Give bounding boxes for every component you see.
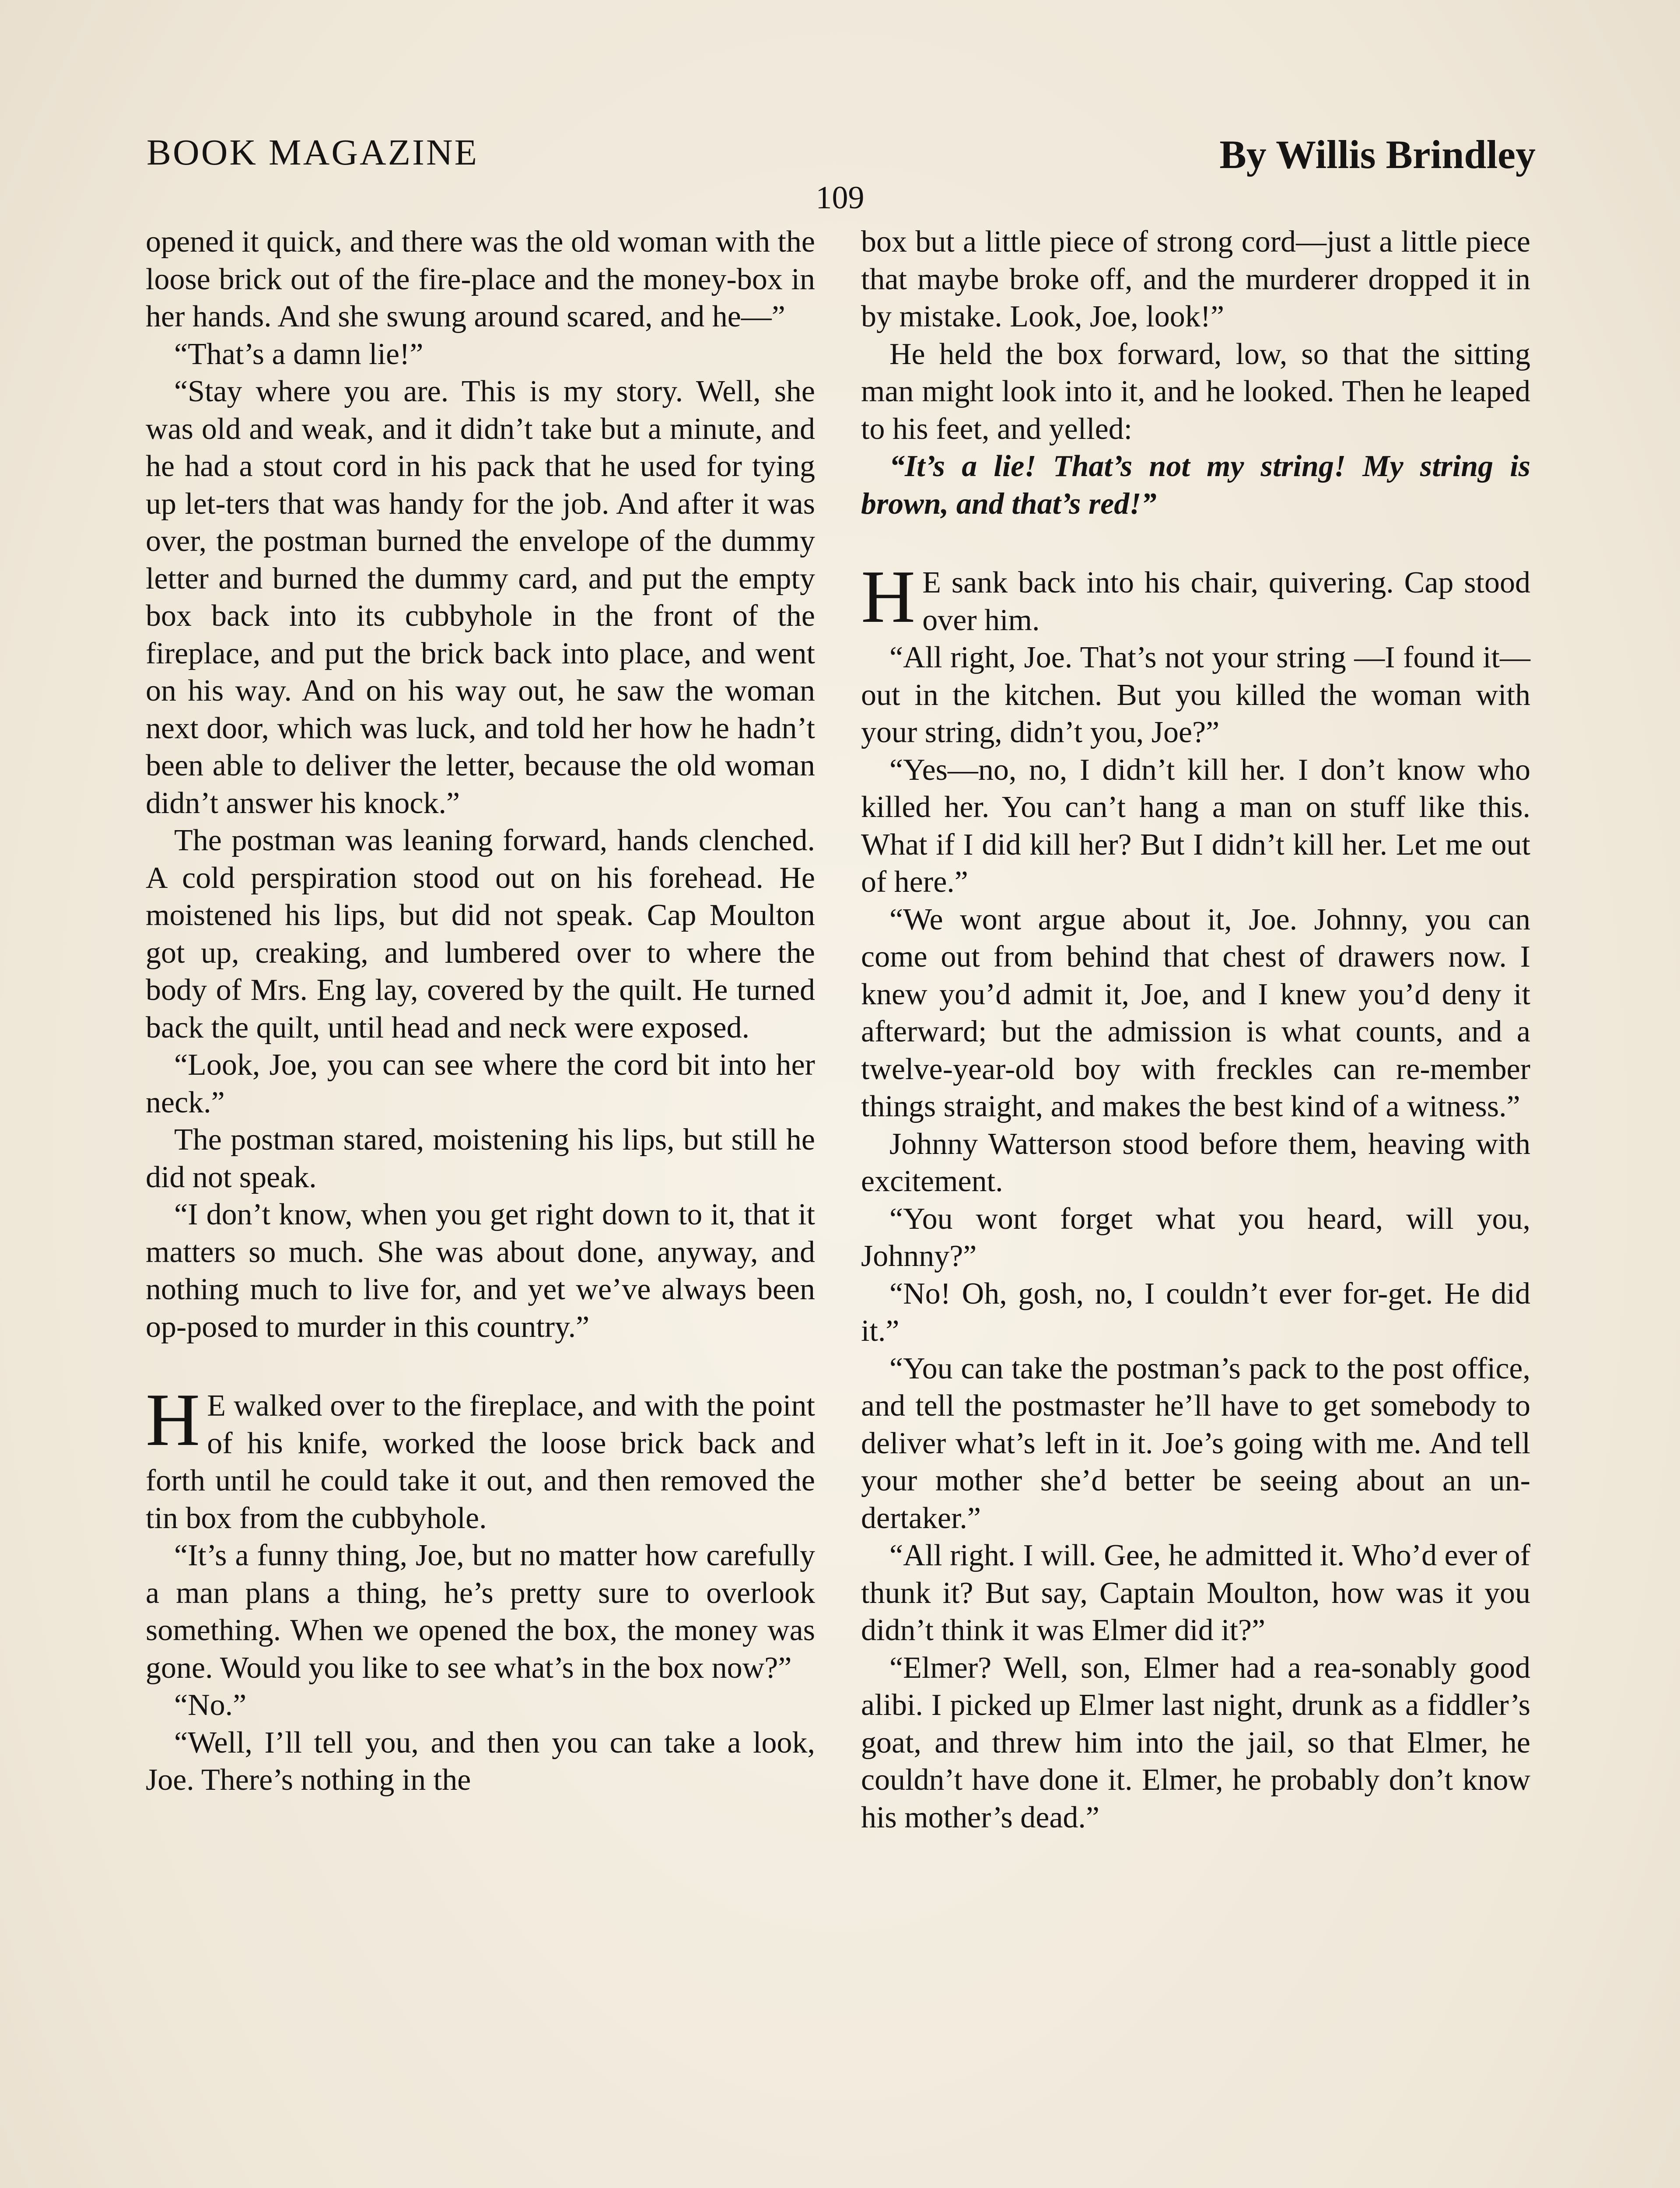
paragraph: “Well, I’ll tell you, and then you can take a look, Joe. There’s nothing in the — [146, 1725, 815, 1797]
paragraph: He held the box forward, low, so that the sitting man might look into it, and he looked. Then he leaped to his feet, and yelled: — [861, 337, 1530, 446]
paragraph: “You wont forget what you heard, will you, Johnny?” — [861, 1202, 1530, 1273]
paragraph: “Elmer? Well, son, Elmer had a rea-sonably good alibi. I picked up Elmer last night, drunk as a fiddler’s goat, and threw him into the jail, so that Elmer, he couldn’t have done it. Elmer, he probably don’t know his mother’s dead.” — [861, 1651, 1530, 1834]
paragraph-italic: “It’s a lie! That’s not my string! My string is brown, and that’s red!” — [861, 449, 1530, 521]
paragraph: Johnny Watterson stood before them, heaving with excitement. — [861, 1127, 1530, 1198]
paragraph: “That’s a damn lie!” — [174, 337, 424, 371]
left-column — [146, 223, 815, 1799]
running-head-author: By Willis Brindley — [1219, 132, 1536, 177]
paragraph: “It’s a funny thing, Joe, but no matter how carefully a man plans a thing, he’s pretty sure to overlook something. When we opened the box, the money was gone. Would you like to see what’s in the box now?” — [146, 1539, 815, 1685]
paragraph: “You can take the postman’s pack to the post office, and tell the postmaster he’ll have to get somebody to deliver what’s left in it. Joe’s going with me. And tell your mother she’d better be seeing about an un-dertaker.” — [861, 1351, 1530, 1535]
paragraph: “No.” — [174, 1688, 247, 1722]
paragraph: “Look, Joe, you can see where the cord bit into her neck.” — [146, 1048, 815, 1119]
paragraph-text: E walked over to the fireplace, and with the point of his knife, worked the loose brick back and forth until he could take it out, and then removed the tin box from the cubbyhole. — [146, 1389, 815, 1535]
page-number: 109 — [816, 180, 864, 216]
section-paragraph — [146, 1378, 815, 1537]
running-head-magazine: BOOK MAGAZINE — [147, 132, 479, 173]
paragraph: box but a little piece of strong cord—just a little piece that maybe broke off, and the murderer dropped it in by mistake. Look, Joe, look!” — [861, 225, 1530, 333]
paragraph: “I don’t know, when you get right down to it, that it matters so much. She was about done, anyway, and nothing much to live for, and yet we’ve always been op-posed to murder in this country.” — [146, 1198, 815, 1344]
drop-cap: H — [861, 555, 916, 638]
right-column — [861, 223, 1530, 1836]
paragraph: The postman was leaning forward, hands clenched. A cold perspiration stood out on his forehead. He moistened his lips, but did not speak. Cap Moulton got up, creaking, and lumbered over to where the body of Mrs. Eng lay, covered by the quilt. He turned back the quilt, until head and neck were exposed. — [146, 824, 815, 1045]
paragraph: The postman stared, moistening his lips, but still he did not speak. — [146, 1123, 815, 1194]
drop-cap: H — [146, 1378, 200, 1462]
paragraph: opened it quick, and there was the old woman with the loose brick out of the fire-place and the money-box in her hands. And she swung around scared, and he—” — [146, 225, 815, 333]
paragraph: “No! Oh, gosh, no, I couldn’t ever for-get. He did it.” — [861, 1276, 1530, 1348]
paragraph: “All right. I will. Gee, he admitted it. Who’d ever of thunk it? But say, Captain Moulton, how was it you didn’t think it was Elmer did it?” — [861, 1539, 1530, 1647]
paragraph: “Stay where you are. This is my story. Well, she was old and weak, and it didn’t take but a minute, and he had a stout cord in his pack that he used for tying up let-ters that was handy for the job. And after it was over, the postman burned the envelope of the dummy letter and burned the dummy card, and put the empty box back into its cubbyhole in the front of the fireplace, and put the brick back into place, and went on his way. And on his way out, he saw the woman next door, which was luck, and told her how he hadn’t been able to deliver the letter, because the old woman didn’t answer his knock.” — [146, 375, 815, 820]
paragraph: “Yes—no, no, I didn’t kill her. I don’t know who killed her. You can’t hang a man on stuff like this. What if I did kill her? But I didn’t kill her. Let me out of here.” — [861, 753, 1530, 899]
paragraph-text: E sank back into his chair, quivering. Cap stood over him. — [922, 566, 1530, 637]
section-paragraph — [861, 555, 1530, 639]
paragraph: “All right, Joe. That’s not your string —I found it—out in the kitchen. But you killed the woman with your string, didn’t you, Joe?” — [861, 641, 1530, 749]
paragraph: “We wont argue about it, Joe. Johnny, you can come out from behind that chest of drawers now. I knew you’d admit it, Joe, and I knew you’d deny it afterward; but the admission is what counts, and a twelve-year-old boy with freckles can re-member things straight, and makes the best kind of a witness.” — [861, 902, 1530, 1123]
